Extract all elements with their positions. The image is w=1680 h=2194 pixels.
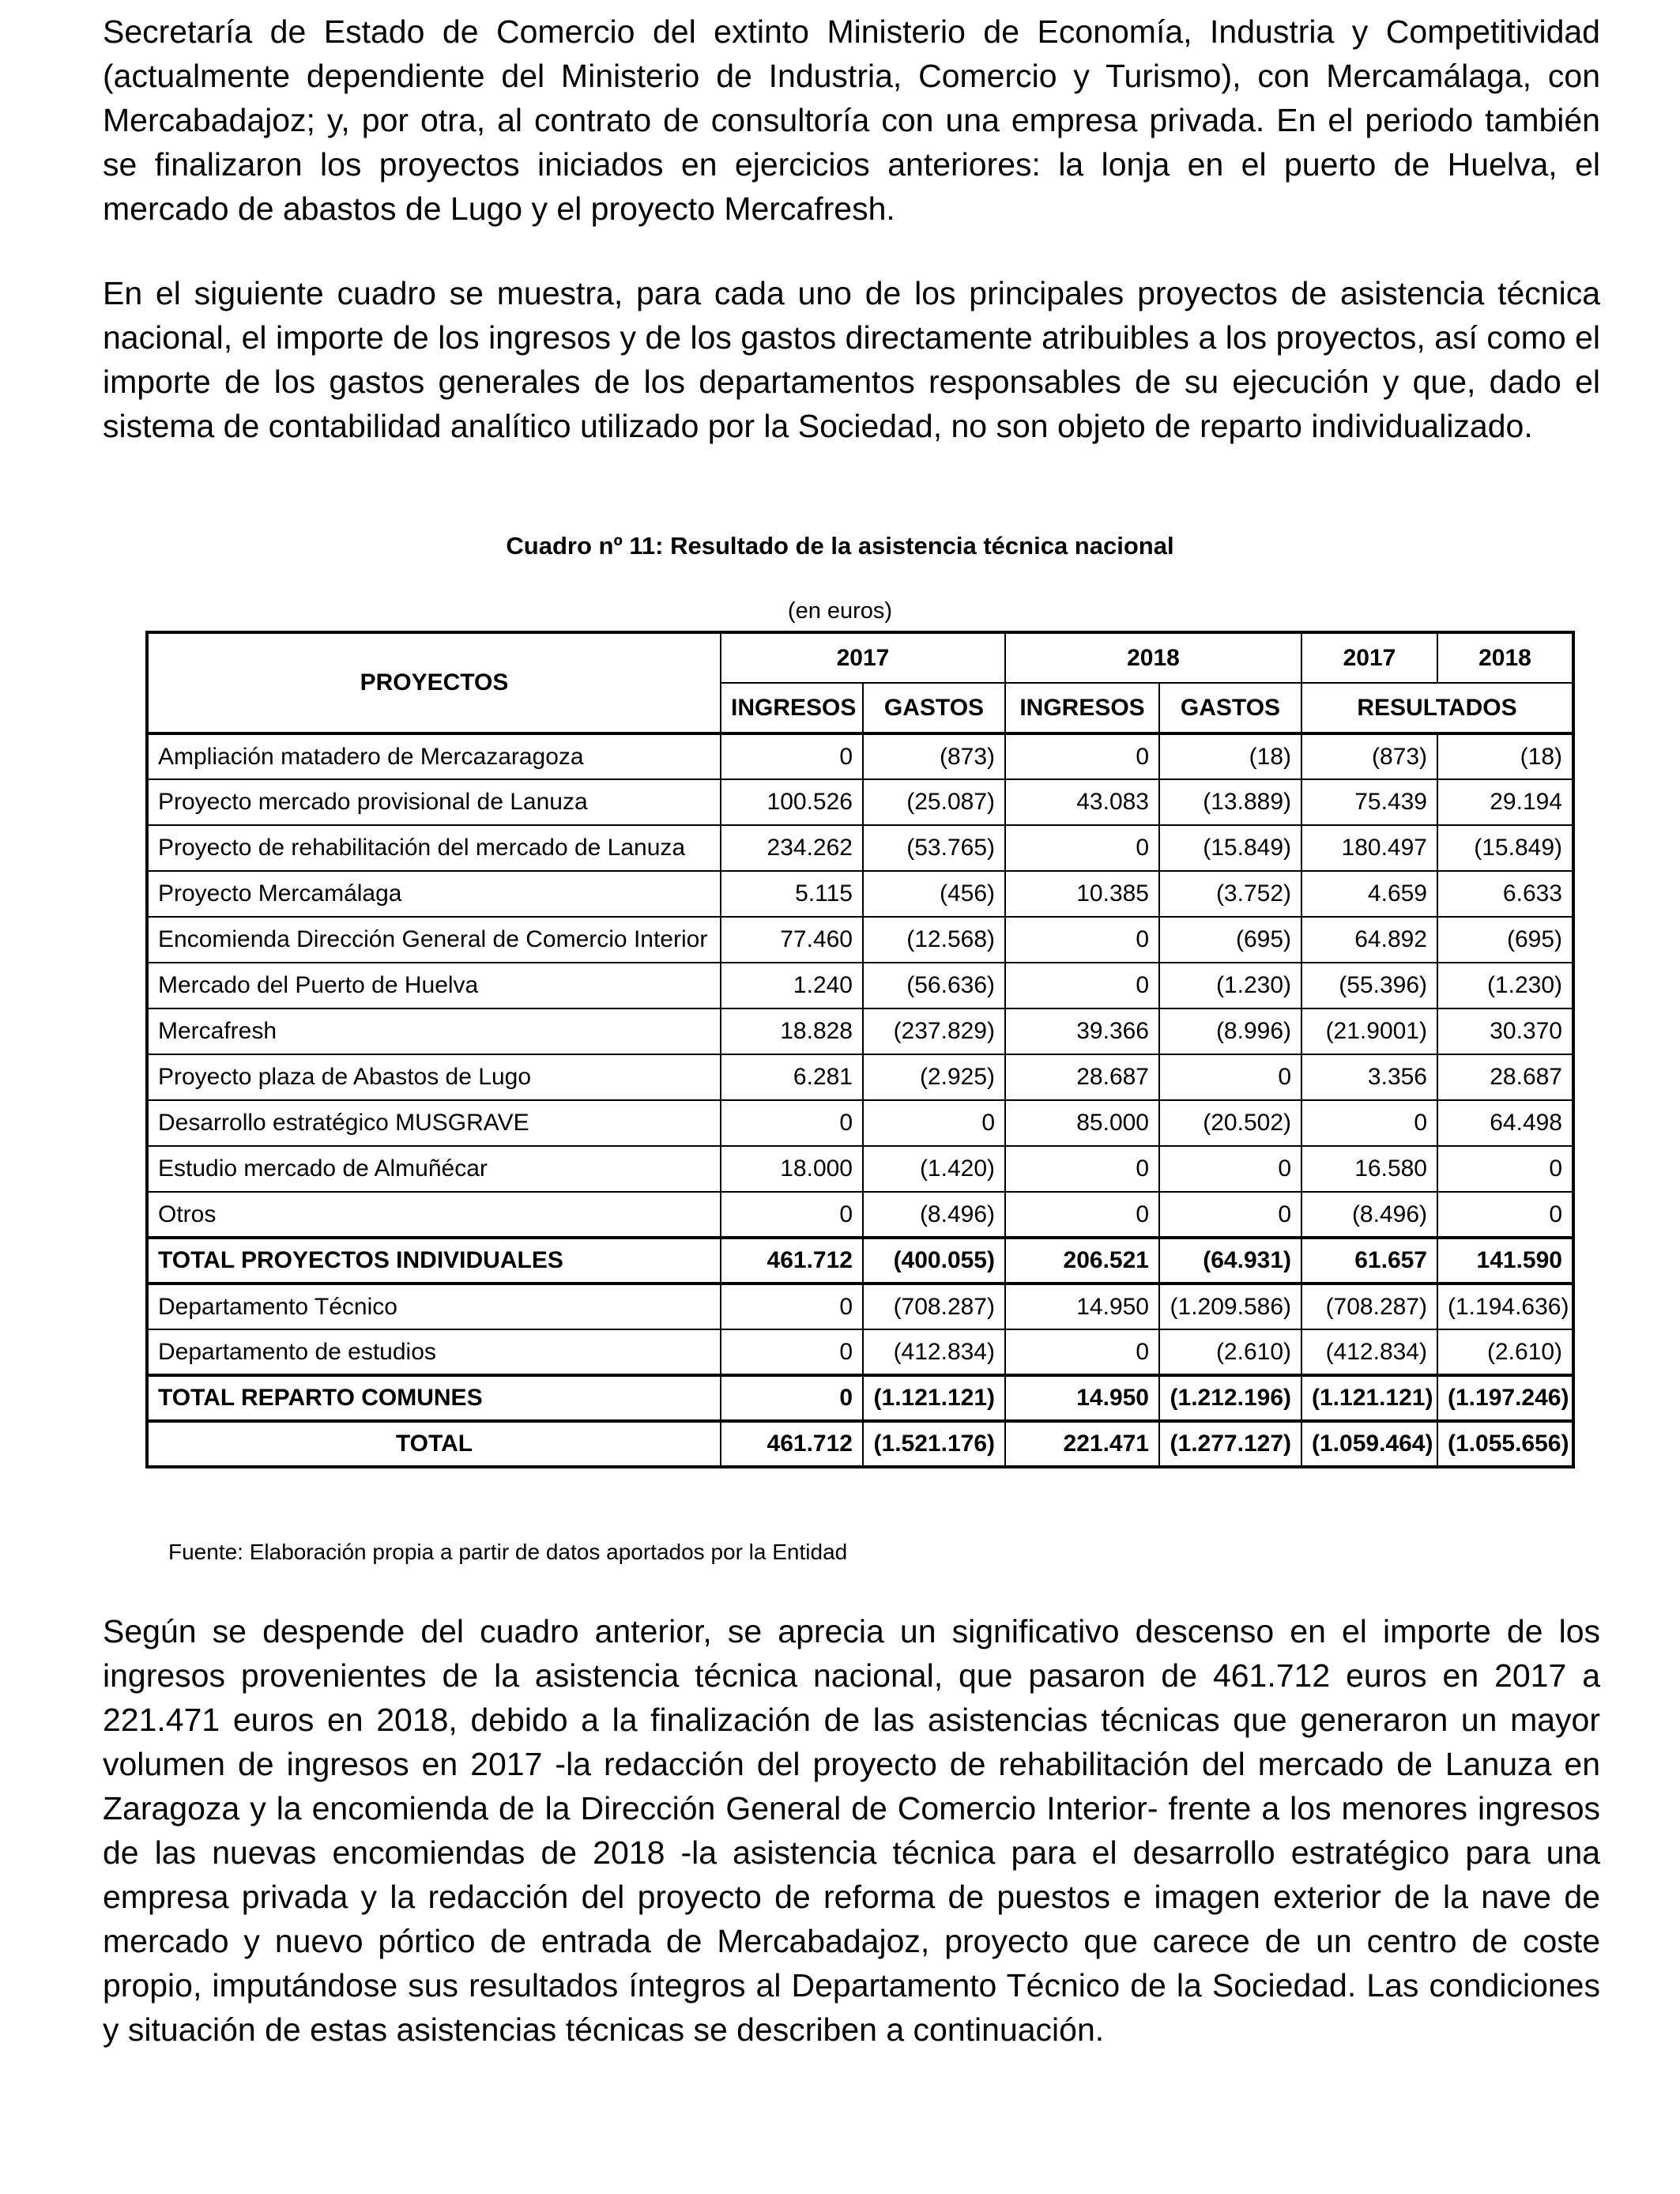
cell-resultado-2017: 3.356 <box>1301 1054 1437 1100</box>
cell-ingresos-2017: 461.712 <box>721 1238 863 1284</box>
cell-gastos-2017: (237.829) <box>863 1008 1005 1054</box>
cell-ingresos-2017: 0 <box>721 1329 863 1375</box>
cell-resultado-2018: 30.370 <box>1437 1008 1573 1054</box>
cell-resultado-2018: (1.055.656) <box>1437 1421 1573 1467</box>
cell-resultado-2017: (8.496) <box>1301 1192 1437 1238</box>
total-individual-row <box>147 1238 1573 1284</box>
cell-ingresos-2017: 0 <box>721 1375 863 1421</box>
cell-gastos-2018: (13.889) <box>1159 779 1301 825</box>
cell-ingresos-2018: 0 <box>1005 1192 1159 1238</box>
cell-gastos-2017: (873) <box>863 733 1005 779</box>
table-units: (en euros) <box>787 598 893 624</box>
cell-gastos-2017: (8.496) <box>863 1192 1005 1238</box>
cell-gastos-2018: (8.996) <box>1159 1008 1301 1054</box>
cell-resultado-2017: (1.059.464) <box>1301 1421 1437 1467</box>
cell-resultado-2018: (1.230) <box>1437 963 1573 1008</box>
grand-total-row <box>147 1421 1573 1467</box>
cell-ingresos-2018: 0 <box>1005 917 1159 963</box>
cell-ingresos-2018: 0 <box>1005 733 1159 779</box>
cell-ingresos-2018: 85.000 <box>1005 1100 1159 1146</box>
cell-ingresos-2018: 43.083 <box>1005 779 1159 825</box>
row-name: Departamento Técnico <box>147 1284 721 1329</box>
cell-gastos-2018: (1.209.586) <box>1159 1284 1301 1329</box>
table-row <box>147 871 1573 917</box>
cell-gastos-2017: (412.834) <box>863 1329 1005 1375</box>
cell-ingresos-2018: 0 <box>1005 1146 1159 1192</box>
cell-resultado-2018: 141.590 <box>1437 1238 1573 1284</box>
row-name: Proyecto de rehabilitación del mercado de Lanuza <box>147 825 721 871</box>
cell-resultado-2017: (1.121.121) <box>1301 1375 1437 1421</box>
cell-gastos-2018: (1.277.127) <box>1159 1421 1301 1467</box>
cell-resultado-2017: (873) <box>1301 733 1437 779</box>
row-name: Proyecto mercado provisional de Lanuza <box>147 779 721 825</box>
cell-ingresos-2017: 6.281 <box>721 1054 863 1100</box>
cell-resultado-2017: 180.497 <box>1301 825 1437 871</box>
table-row <box>147 1008 1573 1054</box>
cell-ingresos-2017: 0 <box>721 1100 863 1146</box>
cell-gastos-2018: 0 <box>1159 1146 1301 1192</box>
cell-resultado-2018: 0 <box>1437 1146 1573 1192</box>
cell-gastos-2018: (695) <box>1159 917 1301 963</box>
cell-ingresos-2017: 0 <box>721 1284 863 1329</box>
cell-resultado-2018: 29.194 <box>1437 779 1573 825</box>
row-name: TOTAL <box>147 1421 721 1467</box>
cell-resultado-2017: 0 <box>1301 1100 1437 1146</box>
cell-ingresos-2018: 14.950 <box>1005 1375 1159 1421</box>
row-name: Otros <box>147 1192 721 1238</box>
header-year-2018: 2018 <box>1005 632 1301 683</box>
cell-gastos-2018: 0 <box>1159 1054 1301 1100</box>
cell-resultado-2017: 16.580 <box>1301 1146 1437 1192</box>
cell-resultado-2017: (708.287) <box>1301 1284 1437 1329</box>
header-resultados: RESULTADOS <box>1301 683 1573 733</box>
header-year-2017: 2017 <box>721 632 1005 683</box>
cell-resultado-2018: 64.498 <box>1437 1100 1573 1146</box>
results-table <box>145 631 1575 1468</box>
table-row <box>147 825 1573 871</box>
cell-gastos-2018: (15.849) <box>1159 825 1301 871</box>
row-name: Proyecto Mercamálaga <box>147 871 721 917</box>
cell-ingresos-2018: 14.950 <box>1005 1284 1159 1329</box>
cell-resultado-2018: (2.610) <box>1437 1329 1573 1375</box>
cell-resultado-2017: 61.657 <box>1301 1238 1437 1284</box>
cell-gastos-2018: (18) <box>1159 733 1301 779</box>
header-ingresos-2018: INGRESOS <box>1005 683 1159 733</box>
table-row <box>147 1284 1573 1329</box>
cell-ingresos-2018: 0 <box>1005 825 1159 871</box>
cell-gastos-2017: (53.765) <box>863 825 1005 871</box>
cell-resultado-2017: (55.396) <box>1301 963 1437 1008</box>
row-name: Departamento de estudios <box>147 1329 721 1375</box>
cell-gastos-2017: (1.121.121) <box>863 1375 1005 1421</box>
cell-gastos-2018: (20.502) <box>1159 1100 1301 1146</box>
cell-resultado-2018: (1.197.246) <box>1437 1375 1573 1421</box>
cell-ingresos-2018: 10.385 <box>1005 871 1159 917</box>
cell-gastos-2017: (400.055) <box>863 1238 1005 1284</box>
header-gastos-2018: GASTOS <box>1159 683 1301 733</box>
cell-resultado-2018: (1.194.636) <box>1437 1284 1573 1329</box>
header-gastos-2017: GASTOS <box>863 683 1005 733</box>
cell-gastos-2018: (64.931) <box>1159 1238 1301 1284</box>
row-name: Mercado del Puerto de Huelva <box>147 963 721 1008</box>
row-name: Ampliación matadero de Mercazaragoza <box>147 733 721 779</box>
cell-resultado-2017: 75.439 <box>1301 779 1437 825</box>
cell-resultado-2018: 28.687 <box>1437 1054 1573 1100</box>
cell-resultado-2018: (18) <box>1437 733 1573 779</box>
cell-gastos-2018: (3.752) <box>1159 871 1301 917</box>
row-name: Desarrollo estratégico MUSGRAVE <box>147 1100 721 1146</box>
header-result-2018: 2018 <box>1437 632 1573 683</box>
cell-ingresos-2017: 0 <box>721 1192 863 1238</box>
cell-resultado-2018: 6.633 <box>1437 871 1573 917</box>
cell-resultado-2017: 4.659 <box>1301 871 1437 917</box>
row-name: TOTAL REPARTO COMUNES <box>147 1375 721 1421</box>
header-projects: PROYECTOS <box>147 632 721 733</box>
cell-gastos-2017: (1.420) <box>863 1146 1005 1192</box>
cell-resultado-2017: (21.9001) <box>1301 1008 1437 1054</box>
table-caption: Cuadro nº 11: Resultado de la asistencia técnica nacional <box>506 532 1174 560</box>
row-name: TOTAL PROYECTOS INDIVIDUALES <box>147 1238 721 1284</box>
cell-resultado-2017: 64.892 <box>1301 917 1437 963</box>
table-row <box>147 1100 1573 1146</box>
cell-ingresos-2017: 77.460 <box>721 917 863 963</box>
cell-gastos-2017: (456) <box>863 871 1005 917</box>
cell-gastos-2017: (708.287) <box>863 1284 1005 1329</box>
cell-gastos-2018: 0 <box>1159 1192 1301 1238</box>
table-row <box>147 963 1573 1008</box>
table-row <box>147 917 1573 963</box>
table-source-note: Fuente: Elaboración propia a partir de datos aportados por la Entidad <box>168 1540 848 1564</box>
row-name: Estudio mercado de Almuñécar <box>147 1146 721 1192</box>
table-description-paragraph: En el siguiente cuadro se muestra, para cada uno de los principales proyectos de asistencia técnica nacional, el importe de los ingresos y de los gastos directamente atribuibles a los proyectos, así como el importe de los gastos generales de los departamentos responsables de su ejecución y que, dado el sistema de contabilidad analítico utilizado por la Sociedad, no son objeto de reparto individualizado. <box>103 275 1600 444</box>
table-row <box>147 1054 1573 1100</box>
row-name: Mercafresh <box>147 1008 721 1054</box>
cell-ingresos-2017: 1.240 <box>721 963 863 1008</box>
cell-gastos-2018: (2.610) <box>1159 1329 1301 1375</box>
row-name: Proyecto plaza de Abastos de Lugo <box>147 1054 721 1100</box>
cell-gastos-2018: (1.230) <box>1159 963 1301 1008</box>
cell-ingresos-2018: 28.687 <box>1005 1054 1159 1100</box>
row-name: Encomienda Dirección General de Comercio Interior <box>147 917 721 963</box>
table-row <box>147 779 1573 825</box>
cell-ingresos-2017: 18.828 <box>721 1008 863 1054</box>
table-row <box>147 1146 1573 1192</box>
cell-ingresos-2017: 0 <box>721 733 863 779</box>
cell-ingresos-2017: 461.712 <box>721 1421 863 1467</box>
cell-ingresos-2018: 0 <box>1005 963 1159 1008</box>
table-row <box>147 1329 1573 1375</box>
cell-ingresos-2018: 221.471 <box>1005 1421 1159 1467</box>
cell-ingresos-2018: 206.521 <box>1005 1238 1159 1284</box>
cell-resultado-2018: (15.849) <box>1437 825 1573 871</box>
total-common-row <box>147 1375 1573 1421</box>
cell-gastos-2017: (25.087) <box>863 779 1005 825</box>
intro-paragraph: Secretaría de Estado de Comercio del extinto Ministerio de Economía, Industria y Competitividad (actualmente dependiente del Ministerio de Industria, Comercio y Turismo), con Mercamálaga, con Mercabadajoz; y, por otra, al contrato de consultoría con una empresa privada. En el periodo también se finalizaron los proyectos iniciados en ejercicios anteriores: la lonja en el puerto de Huelva, el mercado de abastos de Lugo y el proyecto Mercafresh. <box>103 13 1600 227</box>
cell-gastos-2017: 0 <box>863 1100 1005 1146</box>
cell-ingresos-2018: 39.366 <box>1005 1008 1159 1054</box>
cell-resultado-2017: (412.834) <box>1301 1329 1437 1375</box>
table-row <box>147 1192 1573 1238</box>
table-row <box>147 733 1573 779</box>
cell-gastos-2017: (12.568) <box>863 917 1005 963</box>
analysis-paragraph: Según se despende del cuadro anterior, se aprecia un significativo descenso en el importe de los ingresos provenientes de la asistencia técnica nacional, que pasaron de 461.712 euros en 2017 a 221.471 euros en 2018, debido a la finalización de las asistencias técnicas que generaron un mayor volumen de ingresos en 2017 -la redacción del proyecto de rehabilitación del mercado de Lanuza en Zaragoza y la encomienda de la Dirección General de Comercio Interior- frente a los menores ingresos de las nuevas encomiendas de 2018 -la asistencia técnica para el desarrollo estratégico para una empresa privada y la redacción del proyecto de reforma de puestos e imagen exterior de la nave de mercado y nuevo pórtico de entrada de Mercabadajoz, proyecto que carece de un centro de coste propio, imputándose sus resultados íntegros al Departamento Técnico de la Sociedad. Las condiciones y situación de estas asistencias técnicas se describen a continuación. <box>103 1613 1600 2048</box>
header-ingresos-2017: INGRESOS <box>721 683 863 733</box>
header-result-2017: 2017 <box>1301 632 1437 683</box>
cell-ingresos-2017: 234.262 <box>721 825 863 871</box>
cell-ingresos-2017: 100.526 <box>721 779 863 825</box>
cell-gastos-2017: (56.636) <box>863 963 1005 1008</box>
cell-resultado-2018: (695) <box>1437 917 1573 963</box>
cell-ingresos-2017: 5.115 <box>721 871 863 917</box>
cell-gastos-2018: (1.212.196) <box>1159 1375 1301 1421</box>
cell-resultado-2018: 0 <box>1437 1192 1573 1238</box>
cell-ingresos-2017: 18.000 <box>721 1146 863 1192</box>
cell-gastos-2017: (2.925) <box>863 1054 1005 1100</box>
cell-ingresos-2018: 0 <box>1005 1329 1159 1375</box>
cell-gastos-2017: (1.521.176) <box>863 1421 1005 1467</box>
